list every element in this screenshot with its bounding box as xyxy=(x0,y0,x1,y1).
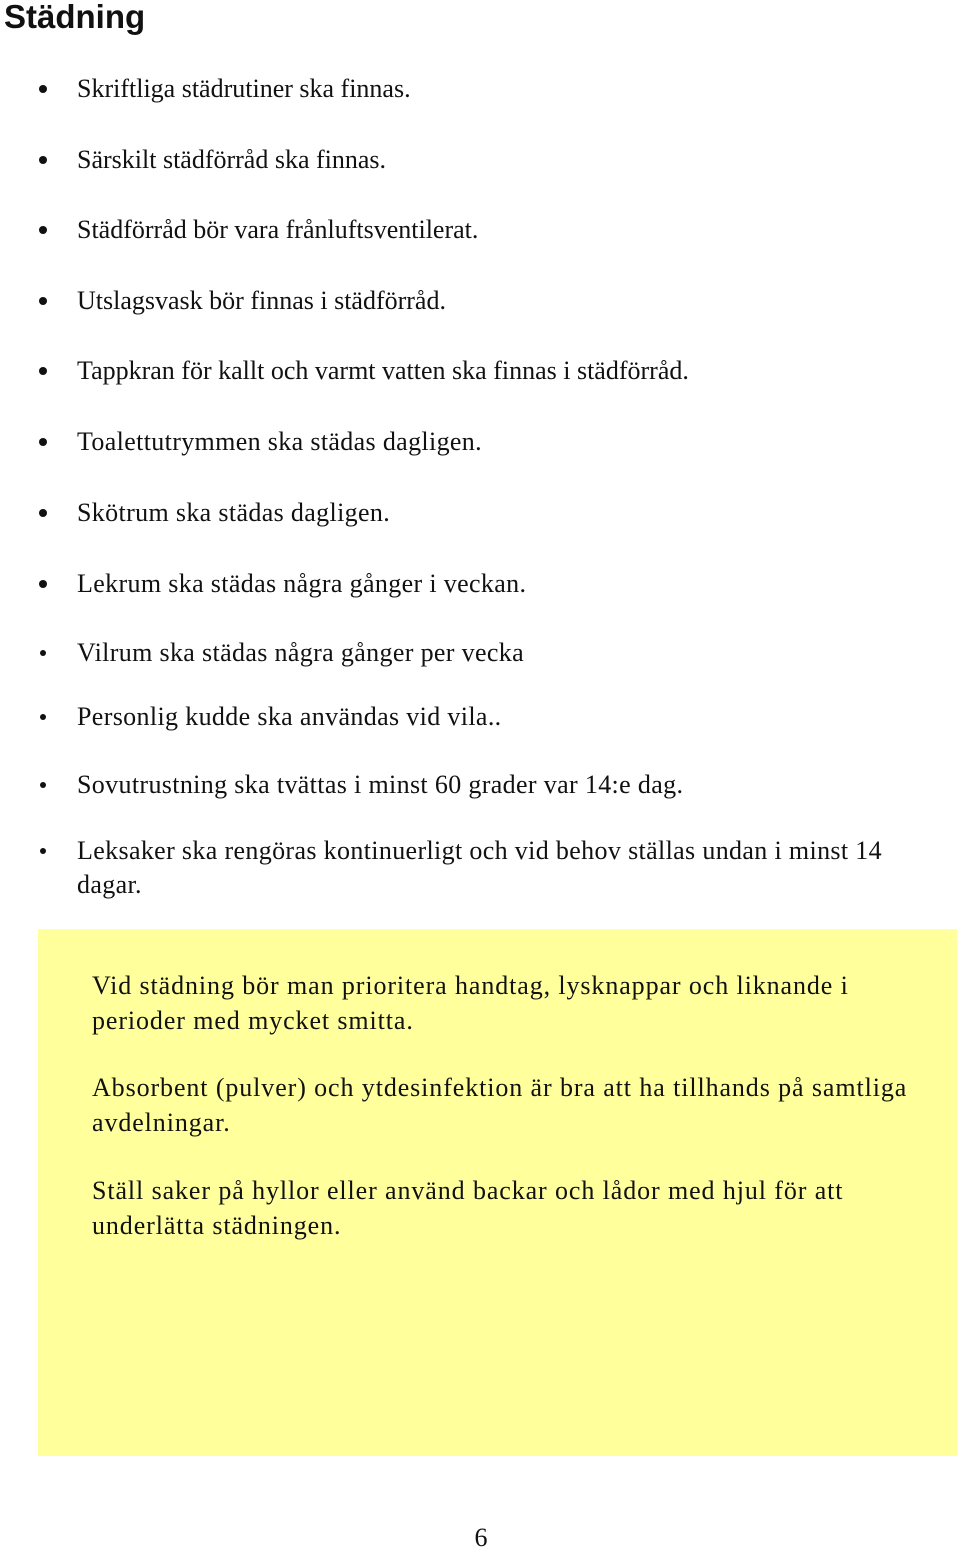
list-item-text: Skötrum ska städas dagligen. xyxy=(77,498,391,527)
bullet-icon xyxy=(39,297,47,305)
list-item-text: Tappkran för kallt och varmt vatten ska finnas i städförråd. xyxy=(77,356,689,385)
bullet-icon xyxy=(39,580,47,588)
bullet-icon xyxy=(39,438,47,446)
bullet-icon xyxy=(40,848,46,854)
bullet-icon xyxy=(40,782,46,788)
note-paragraph: Vid städning bör man prioritera handtag, lysknappar och liknande i perioder med mycket smitta. xyxy=(92,971,849,1035)
list-item-text: Vilrum ska städas några gånger per vecka xyxy=(77,638,525,667)
list-item-text: Skriftliga städrutiner ska finnas. xyxy=(77,74,411,103)
list-item-text: Toalettutrymmen ska städas dagligen. xyxy=(77,427,483,456)
list-item-text: Sovutrustning ska tvättas i minst 60 grader var 14:e dag. xyxy=(77,770,684,799)
list-item-text: Särskilt städförråd ska finnas. xyxy=(77,145,387,174)
page-number: 6 xyxy=(474,1523,488,1552)
list-item-text: Personlig kudde ska användas vid vila.. xyxy=(77,702,502,731)
list-item-text: Lekrum ska städas några gånger i veckan. xyxy=(77,569,527,598)
bullet-icon xyxy=(39,156,47,164)
note-paragraph: Absorbent (pulver) och ytdesinfektion är bra att ha tillhands på samtliga avdelningar. xyxy=(92,1073,908,1137)
list-item-text: Städförråd bör vara frånluftsventilerat. xyxy=(77,215,479,244)
list-item-text: Utslagsvask bör finnas i städförråd. xyxy=(77,286,446,315)
list-item-text: Leksaker ska rengöras kontinuerligt och vid behov ställas undan i minst 14 dagar. xyxy=(77,836,883,899)
bullet-icon xyxy=(39,509,47,517)
bullet-icon xyxy=(39,226,47,234)
note-paragraph: Ställ saker på hyllor eller använd backar och lådor med hjul för att underlätta städningen. xyxy=(92,1176,844,1240)
bullet-icon xyxy=(39,367,47,375)
bullet-icon xyxy=(39,85,47,93)
highlight-note-box xyxy=(38,929,957,1456)
bullet-icon xyxy=(40,650,46,656)
bullet-icon xyxy=(40,714,46,720)
page-title: Städning xyxy=(4,0,146,35)
